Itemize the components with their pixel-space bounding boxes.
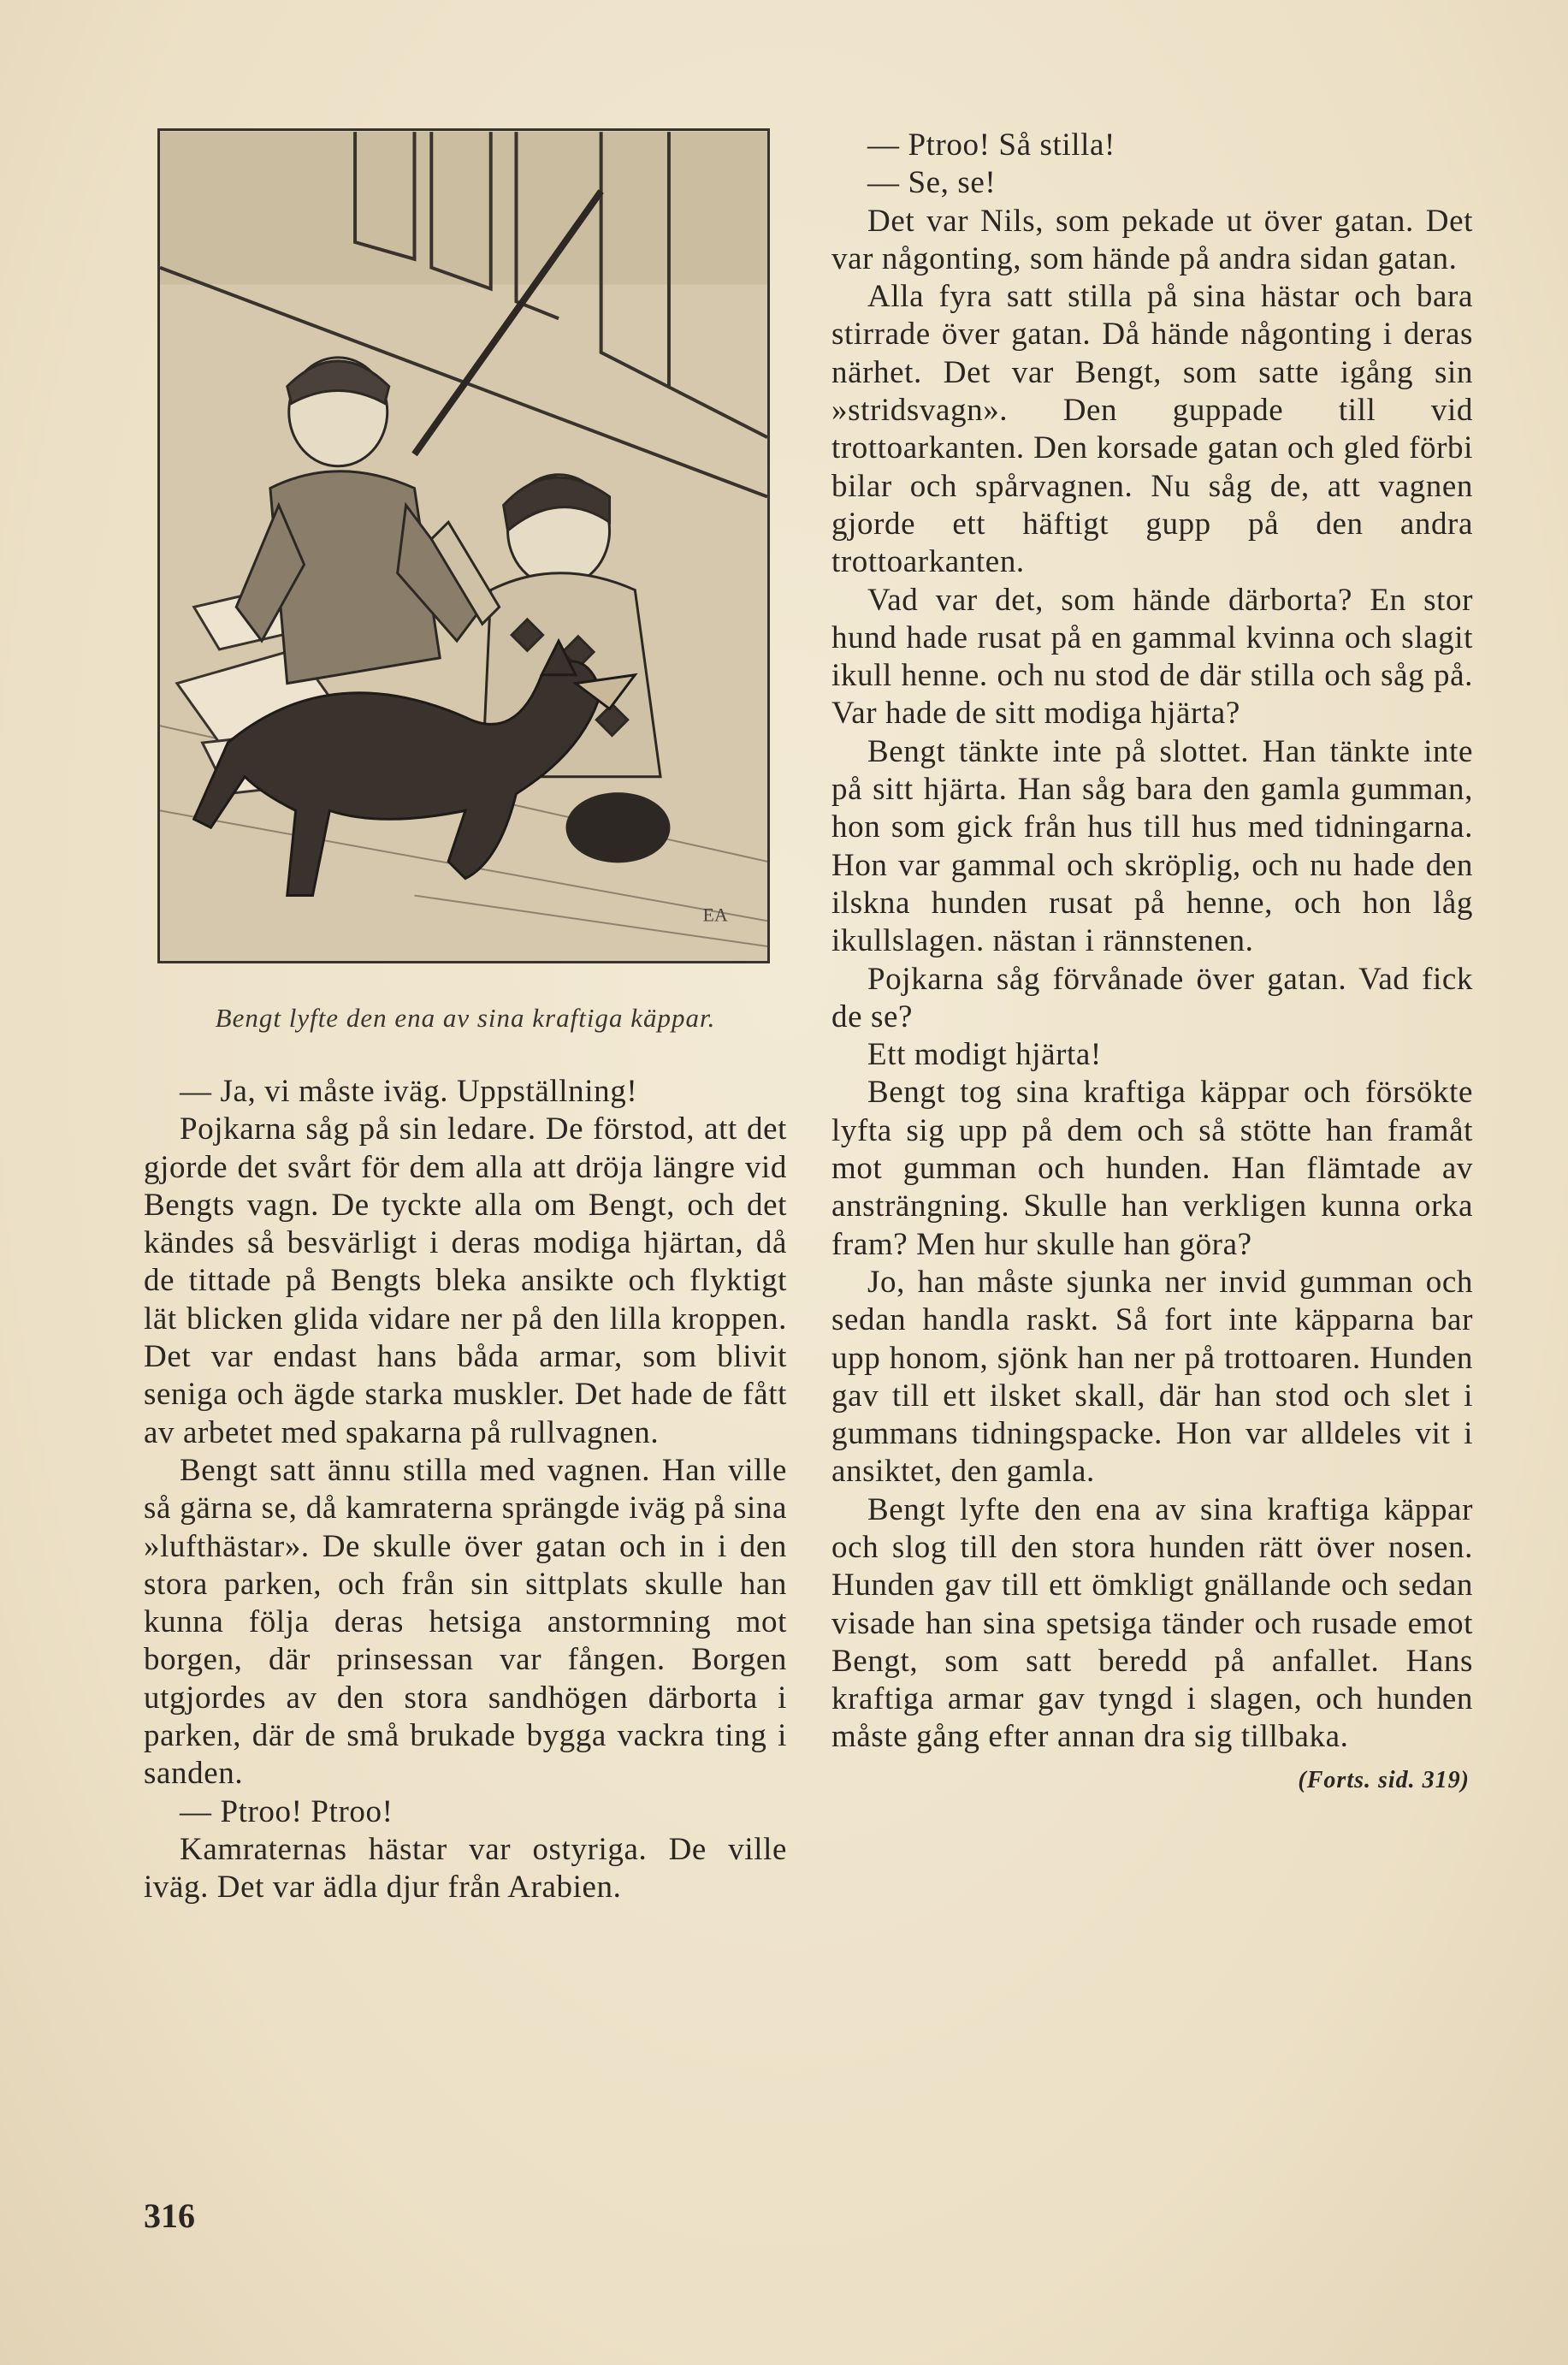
illustration-drawing (160, 131, 767, 961)
paragraph: Kamraternas hästar var ostyriga. De ville iväg. Det var ädla djur från Arabien. (144, 1831, 787, 1906)
paragraph: Vad var det, som hände därborta? En stor hund hade rusat på en gammal kvinna och slagit ikull henne. och nu stod de där stilla och såg på. Var hade de sitt modiga hjärta? (831, 582, 1473, 732)
illustration (157, 128, 770, 963)
paragraph: Jo, han måste sjunka ner invid gumman och sedan handla raskt. Så fort inte käpparna bar upp honom, sjönk han ner på trottoaren. Hunden gav till ett ilsket skall, där han stod och slet i gummans tidningspacke. Hon var alldeles vit i ansiktet, den gamla. (831, 1264, 1473, 1490)
paragraph: Det var Nils, som pekade ut över gatan. Det var någonting, som hände på andra sidan gatan. (831, 203, 1473, 276)
paragraph: Bengt tog sina kraftiga käppar och försökte lyfta sig upp på dem och så stötte han framåt mot gumman och hunden. Han flämtade av ansträngning. Skulle han verkligen kunna orka fram? Men hur skulle han göra? (831, 1075, 1473, 1262)
page-number: 316 (144, 2196, 195, 2235)
paragraph: Ett modigt hjärta! (867, 1037, 1102, 1073)
illustration-caption: Bengt lyfte den ena av sina kraftiga käppar. (215, 1003, 716, 1033)
paragraph: Bengt satt ännu stilla med vagnen. Han ville så gärna se, då kamraterna sprängde iväg på sina »lufthästar». De skulle över gatan och in i den stora parken, och från sin sittplats skulle han kunna följa deras hetsiga anstormning mot borgen, där prinsessan var fången. Borgen utgjordes av den stora sandhögen därborta i parken, där de små brukade bygga vackra ting i sanden. (144, 1452, 787, 1792)
paragraph: Alla fyra satt stilla på sina hästar och bara stirrade över gatan. Då hände någonting i deras närhet. Det var Bengt, som satte igång sin »stridsvagn». Den guppade till vid trottoarkanten. Den korsade gatan och gled förbi bilar och spårvagnen. Nu såg de, att vagnen gjorde ett häftigt gupp på den andra trottoarkanten. (831, 279, 1473, 580)
left-text-column (144, 1073, 787, 1907)
paragraph: Pojkarna såg förvånade över gatan. Vad fick de se? (831, 961, 1473, 1034)
paragraph: — Ptroo! Ptroo! (180, 1793, 393, 1829)
right-text-column (831, 127, 1473, 1799)
paragraph: Pojkarna såg på sin ledare. De förstod, att det gjorde det svårt för dem alla att dröja längre vid Bengts vagn. De tyckte alla om Bengt, och det kändes så besvärligt i deras modiga hjärtan, då de tittade på Bengts bleka ansikte och flyktigt lät blicken glida vidare ner på den lilla kroppen. Det var endast hans båda armar, som blivit seniga och ägde starka muskler. Det hade de fått av arbetet med spakarna på rullvagnen. (144, 1111, 787, 1450)
paragraph: — Ja, vi måste iväg. Uppställning! (180, 1074, 638, 1109)
paragraph: Bengt lyfte den ena av sina kraftiga käppar och slog till den stora hunden rätt över nosen. Hunden gav till ett ömkligt gnällande och sedan visade han sina spetsiga tänder och rusade emot Bengt, som satt beredd på anfallet. Hans kraftiga armar gav tyngd i slagen, och hunden måste gång efter annan dra sig tillbaka. (831, 1491, 1473, 1755)
continuation-note: (Forts. sid. 319) (1298, 1766, 1470, 1793)
svg-text:EA: EA (702, 904, 728, 926)
paragraph: — Ptroo! Så stilla! (867, 127, 1115, 163)
paragraph: Bengt tänkte inte på slottet. Han tänkte inte på sitt hjärta. Han såg bara den gamla gumman, hon som gick från hus till hus med tidningarna. Hon var gammal och skröplig, och nu hade den ilskna hunden rusat på henne, och hon låg ikullslagen. nästan i rännstenen. (831, 733, 1473, 959)
paragraph: — Se, se! (867, 165, 997, 201)
